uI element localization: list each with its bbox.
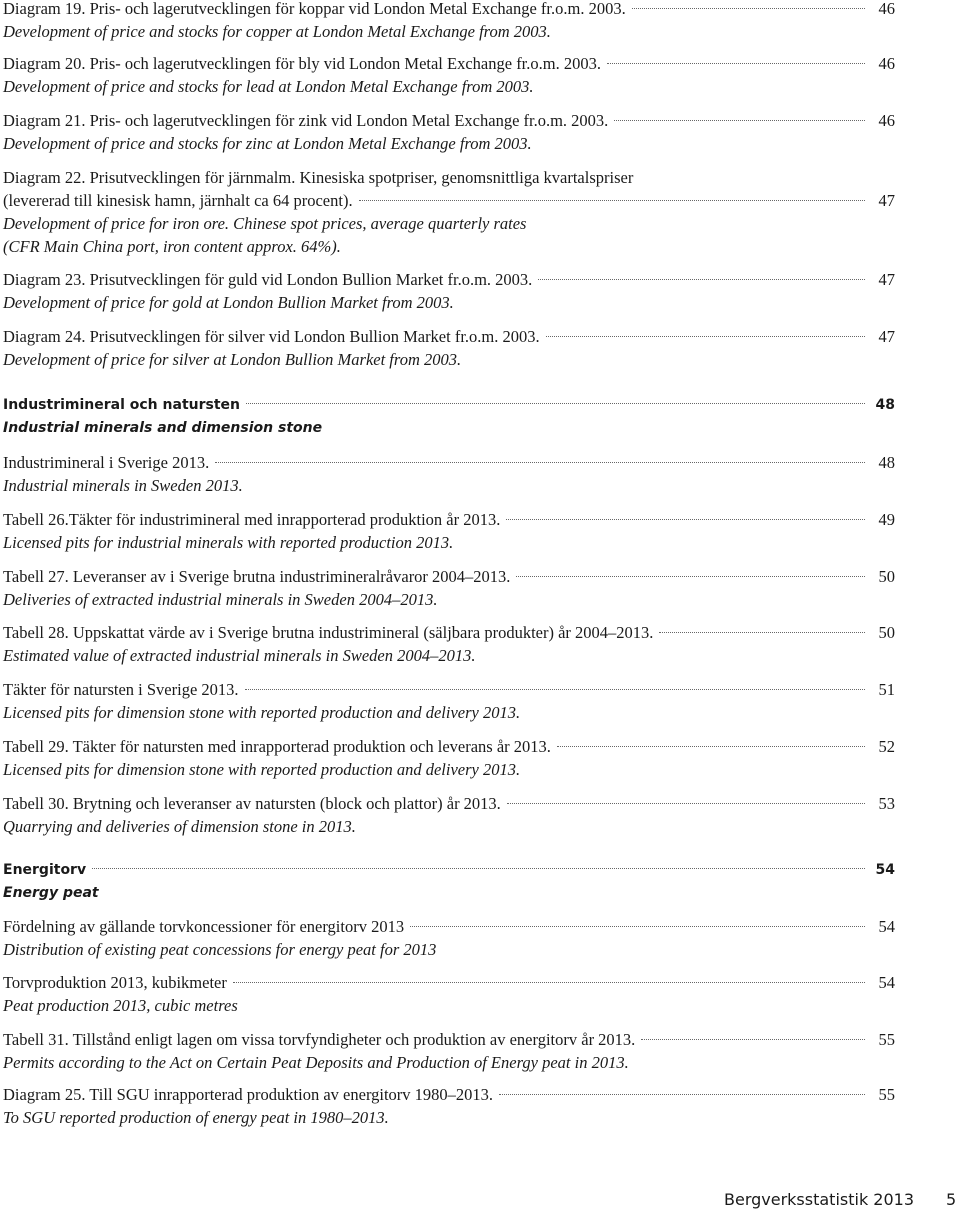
- entry-swedish-title: Tabell 27. Leveranser av i Sverige brutna industrimineralråvaror 2004–2013.: [3, 567, 511, 586]
- page-number: 47: [878, 191, 895, 210]
- page-number: 51: [878, 680, 895, 699]
- entry-english-title: Licensed pits for industrial minerals with reported production 2013.: [3, 533, 454, 552]
- entry-english-title: Development of price and stocks for copper at London Metal Exchange from 2003.: [3, 22, 551, 41]
- dot-leader: [641, 1039, 865, 1040]
- dot-leader: [516, 576, 865, 577]
- dot-leader: [233, 982, 865, 983]
- entry-english-title: Distribution of existing peat concessions for energy peat for 2013: [3, 940, 437, 959]
- section-english-title: Industrial minerals and dimension stone: [3, 420, 323, 436]
- section-swedish-title: Industrimineral och natursten: [3, 397, 240, 413]
- entry-english-title: To SGU reported production of energy peat in 1980–2013.: [3, 1108, 389, 1127]
- page-number: 49: [878, 510, 895, 529]
- entry-english-title: Estimated value of extracted industrial minerals in Sweden 2004–2013.: [3, 646, 476, 665]
- entry-swedish-title: Täkter för natursten i Sverige 2013.: [3, 680, 239, 699]
- entry-english-title: Industrial minerals in Sweden 2013.: [3, 476, 243, 495]
- entry-english-title: Development of price and stocks for lead at London Metal Exchange from 2003.: [3, 77, 534, 96]
- dot-leader: [557, 746, 865, 747]
- entry-swedish-title: Tabell 26.Täkter för industrimineral med inrapporterad produktion år 2013.: [3, 510, 501, 529]
- toc-entry[interactable]: [3, 971, 895, 1017]
- page-number: 55: [878, 1085, 895, 1104]
- dot-leader: [507, 803, 865, 804]
- page-number: 50: [878, 623, 895, 642]
- toc-entry[interactable]: [3, 915, 895, 961]
- entry-english-title-continued: (CFR Main China port, iron content approx. 64%).: [3, 237, 341, 256]
- entry-swedish-title: Tabell 29. Täkter för natursten med inrapporterad produktion och leverans år 2013.: [3, 737, 551, 756]
- page-number: 54: [875, 862, 895, 878]
- entry-swedish-title: Diagram 20. Pris- och lagerutvecklingen för bly vid London Metal Exchange fr.o.m. 2003.: [3, 54, 601, 73]
- toc-entry[interactable]: [3, 451, 895, 497]
- page-number: 52: [878, 737, 895, 756]
- dot-leader: [246, 403, 865, 404]
- page-footer: [0, 1188, 960, 1212]
- toc-entry[interactable]: [3, 325, 895, 371]
- dot-leader: [659, 632, 865, 633]
- entry-english-title: Licensed pits for dimension stone with reported production and delivery 2013.: [3, 760, 521, 779]
- entry-english-title: Development of price for iron ore. Chinese spot prices, average quarterly rates: [3, 214, 527, 233]
- toc-entry[interactable]: [3, 1083, 895, 1129]
- entry-swedish-title: Diagram 23. Prisutvecklingen för guld vid London Bullion Market fr.o.m. 2003.: [3, 270, 533, 289]
- footer-page-number: 5: [946, 1190, 957, 1209]
- page-number: 54: [878, 973, 895, 992]
- toc-entry[interactable]: [3, 0, 895, 43]
- entry-english-title: Development of price for silver at London Bullion Market from 2003.: [3, 350, 462, 369]
- dot-leader: [632, 8, 865, 9]
- toc-entry[interactable]: [3, 792, 895, 838]
- section-swedish-title: Energitorv: [3, 862, 87, 878]
- entry-swedish-title-continued: (levererad till kinesisk hamn, järnhalt ca 64 procent).: [3, 191, 353, 210]
- dot-leader: [538, 279, 865, 280]
- dot-leader: [215, 462, 865, 463]
- page-number: 46: [878, 54, 895, 73]
- toc-entry[interactable]: [3, 268, 895, 314]
- page-number: 46: [878, 0, 895, 18]
- entry-english-title: Deliveries of extracted industrial minerals in Sweden 2004–2013.: [3, 590, 438, 609]
- toc-entry[interactable]: [3, 621, 895, 667]
- toc-entry[interactable]: [3, 565, 895, 611]
- entry-english-title: Development of price for gold at London Bullion Market from 2003.: [3, 293, 454, 312]
- dot-leader: [614, 120, 865, 121]
- toc-entry[interactable]: [3, 109, 895, 155]
- entry-swedish-title: Tabell 31. Tillstånd enligt lagen om vissa torvfyndigheter och produktion av energitorv år 2013.: [3, 1030, 636, 1049]
- entry-english-title: Quarrying and deliveries of dimension stone in 2013.: [3, 817, 356, 836]
- toc-entry[interactable]: [3, 735, 895, 781]
- entry-swedish-title: Tabell 28. Uppskattat värde av i Sverige brutna industrimineral (säljbara produkter) år 2004–2013.: [3, 623, 654, 642]
- dot-leader: [506, 519, 865, 520]
- page-number: 54: [878, 917, 895, 936]
- entry-swedish-title: Diagram 22. Prisutvecklingen för järnmalm. Kinesiska spotpriser, genomsnittliga kvartalspriser: [3, 168, 634, 187]
- page-number: 46: [878, 111, 895, 130]
- entry-swedish-title: Diagram 25. Till SGU inrapporterad produktion av energitorv 1980–2013.: [3, 1085, 494, 1104]
- dot-leader: [499, 1094, 865, 1095]
- dot-leader: [92, 868, 865, 869]
- entry-english-title: Peat production 2013, cubic metres: [3, 996, 238, 1015]
- page-number: 53: [878, 794, 895, 813]
- entry-english-title: Licensed pits for dimension stone with reported production and delivery 2013.: [3, 703, 521, 722]
- toc-entry[interactable]: [3, 1028, 895, 1074]
- toc-section-heading[interactable]: [3, 394, 895, 440]
- entry-swedish-title: Diagram 24. Prisutvecklingen för silver vid London Bullion Market fr.o.m. 2003.: [3, 327, 540, 346]
- page-number: 50: [878, 567, 895, 586]
- entry-swedish-title: Tabell 30. Brytning och leveranser av natursten (block och plattor) år 2013.: [3, 794, 501, 813]
- page-number: 47: [878, 327, 895, 346]
- dot-leader: [410, 926, 865, 927]
- dot-leader: [546, 336, 865, 337]
- page-number: 47: [878, 270, 895, 289]
- publication-title: Bergverksstatistik 2013: [724, 1190, 915, 1209]
- toc-entry[interactable]: [3, 166, 895, 258]
- toc-entry[interactable]: [3, 52, 895, 98]
- entry-swedish-title: Torvproduktion 2013, kubikmeter: [3, 973, 227, 992]
- dot-leader: [359, 200, 865, 201]
- toc-entry[interactable]: [3, 508, 895, 554]
- page-number: 48: [878, 453, 895, 472]
- toc-section-heading[interactable]: [3, 859, 895, 905]
- entry-swedish-title: Fördelning av gällande torvkoncessioner för energitorv 2013: [3, 917, 405, 936]
- page-number: 48: [875, 397, 895, 413]
- entry-swedish-title: Industrimineral i Sverige 2013.: [3, 453, 210, 472]
- toc-entry[interactable]: [3, 678, 895, 724]
- entry-english-title: Development of price and stocks for zinc at London Metal Exchange from 2003.: [3, 134, 532, 153]
- page-number: 55: [878, 1030, 895, 1049]
- entry-swedish-title: Diagram 21. Pris- och lagerutvecklingen för zink vid London Metal Exchange fr.o.m. 2003.: [3, 111, 609, 130]
- section-english-title: Energy peat: [3, 885, 99, 901]
- dot-leader: [245, 689, 865, 690]
- entry-english-title: Permits according to the Act on Certain Peat Deposits and Production of Energy peat in 2013.: [3, 1053, 629, 1072]
- entry-swedish-title: Diagram 19. Pris- och lagerutvecklingen för koppar vid London Metal Exchange fr.o.m. 2003.: [3, 0, 626, 18]
- dot-leader: [607, 63, 865, 64]
